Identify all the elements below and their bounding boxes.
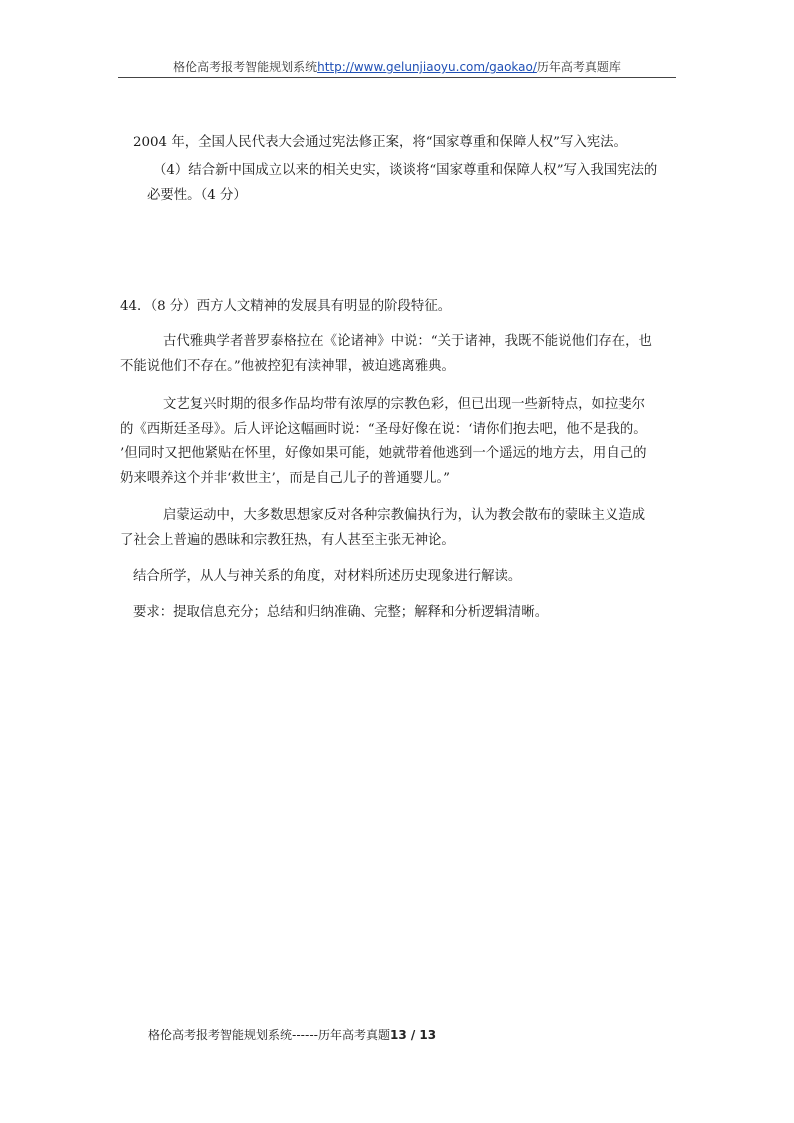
- header-link[interactable]: http://www.gelunjiaoyu.com/gaokao/: [317, 60, 537, 74]
- header-suffix: 历年高考真题库: [536, 60, 621, 74]
- q44-material1-line2: 不能说他们不存在。”他被控犯有渎神罪，被迫逃离雅典。: [120, 359, 455, 374]
- q44-material2-line3: ’但同时又把他紧贴在怀里，好像如果可能，她就带着他逃到一个遥远的地方去，用自己的: [120, 446, 647, 461]
- page-header: [118, 58, 676, 75]
- q44-title: 44．（8 分）西方人文精神的发展具有明显的阶段特征。: [120, 299, 452, 314]
- q43-part4-line2: 必要性。（4 分）: [147, 188, 247, 203]
- q44-instruction: 结合所学，从人与神关系的角度，对材料所述历史现象进行解读。: [133, 569, 522, 584]
- q43-part4-line1: （4）结合新中国成立以来的相关史实，谈谈将“国家尊重和保障人权”写入我国宪法的: [153, 163, 658, 178]
- q44-material3-line2: 了社会上普遍的愚昧和宗教狂热，有人甚至主张无神论。: [120, 533, 455, 548]
- q44-material2-line4: 奶来喂养这个并非‘救世主’，而是自己儿子的普通婴儿。”: [120, 471, 451, 486]
- header-prefix: 格伦高考报考智能规划系统: [173, 60, 318, 74]
- q44-material2-line2: 的《西斯廷圣母》。后人评论这幅画时说：“圣母好像在说：‘请你们抱去吧，他不是我的。: [120, 422, 647, 437]
- q43-statement: 2004 年，全国人民代表大会通过宪法修正案，将“国家尊重和保障人权”写入宪法。: [133, 135, 627, 150]
- page-number: 13 / 13: [389, 1028, 437, 1042]
- q44-requirement: 要求：提取信息充分；总结和归纳准确、完整；解释和分析逻辑清晰。: [133, 605, 549, 620]
- footer-text: 格伦高考报考智能规划系统------历年高考真题: [148, 1028, 390, 1042]
- page-footer: [148, 1026, 436, 1043]
- q44-material3-line1: 启蒙运动中，大多数思想家反对各种宗教偏执行为，认为教会散布的蒙昧主义造成: [163, 508, 646, 523]
- q44-material2-line1: 文艺复兴时期的很多作品均带有浓厚的宗教色彩，但已出现一些新特点，如拉斐尔: [163, 397, 646, 412]
- q44-material1-line1: 古代雅典学者普罗泰格拉在《论诸神》中说：“关于诸神，我既不能说他们存在，也: [163, 334, 652, 349]
- header-divider: [118, 77, 676, 78]
